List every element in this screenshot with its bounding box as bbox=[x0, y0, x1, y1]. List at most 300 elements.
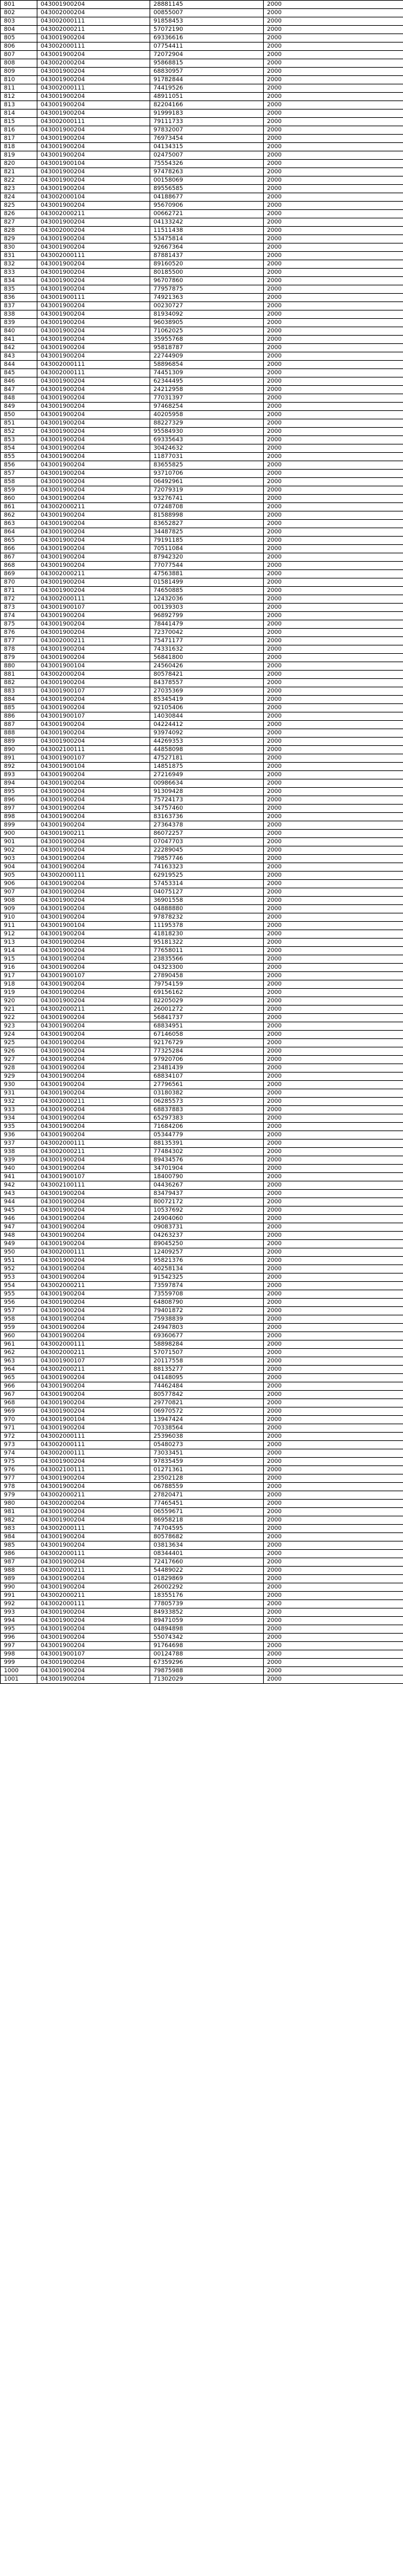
account-code-cell: 043001900204 bbox=[37, 1474, 150, 1483]
table-row bbox=[1, 269, 403, 277]
row-index-cell: 945 bbox=[1, 1207, 37, 1215]
amount-cell: 2000 bbox=[264, 1399, 403, 1407]
row-index-cell: 929 bbox=[1, 1073, 37, 1081]
record-number-cell: 04436267 bbox=[150, 1181, 264, 1190]
record-number-cell: 80185500 bbox=[150, 269, 264, 277]
row-index-cell: 810 bbox=[1, 76, 37, 84]
amount-cell: 2000 bbox=[264, 394, 403, 403]
amount-cell: 2000 bbox=[264, 1, 403, 9]
row-index-cell: 889 bbox=[1, 738, 37, 746]
record-number-cell: 44269353 bbox=[150, 738, 264, 746]
row-index-cell: 932 bbox=[1, 1098, 37, 1106]
amount-cell: 2000 bbox=[264, 880, 403, 888]
account-code-cell: 043002000111 bbox=[37, 361, 150, 369]
row-index-cell: 849 bbox=[1, 403, 37, 411]
row-index-cell: 811 bbox=[1, 84, 37, 93]
record-number-cell: 69156162 bbox=[150, 989, 264, 997]
amount-cell: 2000 bbox=[264, 486, 403, 495]
record-number-cell: 71062025 bbox=[150, 327, 264, 336]
row-index-cell: 980 bbox=[1, 1500, 37, 1508]
row-index-cell: 879 bbox=[1, 654, 37, 662]
table-row bbox=[1, 528, 403, 537]
record-number-cell: 36901558 bbox=[150, 897, 264, 905]
table-row bbox=[1, 1625, 403, 1634]
table-row bbox=[1, 1257, 403, 1265]
account-code-cell: 043002000211 bbox=[37, 1349, 150, 1357]
account-code-cell: 043002000111 bbox=[37, 1140, 150, 1148]
row-index-cell: 946 bbox=[1, 1215, 37, 1223]
table-row bbox=[1, 1240, 403, 1248]
row-index-cell: 906 bbox=[1, 880, 37, 888]
record-number-cell: 23835566 bbox=[150, 955, 264, 964]
row-index-cell: 890 bbox=[1, 746, 37, 754]
account-code-cell: 043001900204 bbox=[37, 813, 150, 821]
account-code-cell: 043001900204 bbox=[37, 1031, 150, 1039]
amount-cell: 2000 bbox=[264, 1533, 403, 1541]
account-code-cell: 043002000104 bbox=[37, 193, 150, 202]
table-row bbox=[1, 428, 403, 436]
record-number-cell: 56841737 bbox=[150, 1014, 264, 1022]
record-number-cell: 85345419 bbox=[150, 696, 264, 704]
account-code-cell: 043001900204 bbox=[37, 93, 150, 101]
account-code-cell: 043002000111 bbox=[37, 1525, 150, 1533]
amount-cell: 2000 bbox=[264, 352, 403, 361]
amount-cell: 2000 bbox=[264, 528, 403, 537]
amount-cell: 2000 bbox=[264, 1550, 403, 1558]
account-code-cell: 043001900204 bbox=[37, 696, 150, 704]
row-index-cell: 965 bbox=[1, 1374, 37, 1382]
amount-cell: 2000 bbox=[264, 1106, 403, 1114]
account-code-cell: 043001900204 bbox=[37, 1081, 150, 1089]
row-index-cell: 817 bbox=[1, 135, 37, 143]
table-row bbox=[1, 1407, 403, 1416]
table-row bbox=[1, 1617, 403, 1625]
record-number-cell: 68837883 bbox=[150, 1106, 264, 1114]
table-row bbox=[1, 185, 403, 193]
account-code-cell: 043001900204 bbox=[37, 1407, 150, 1416]
account-code-cell: 043001900204 bbox=[37, 729, 150, 738]
row-index-cell: 950 bbox=[1, 1248, 37, 1257]
amount-cell: 2000 bbox=[264, 1642, 403, 1650]
amount-cell: 2000 bbox=[264, 1223, 403, 1232]
table-row bbox=[1, 805, 403, 813]
amount-cell: 2000 bbox=[264, 1391, 403, 1399]
row-index-cell: 985 bbox=[1, 1541, 37, 1550]
table-row bbox=[1, 218, 403, 227]
row-index-cell: 982 bbox=[1, 1516, 37, 1525]
table-row bbox=[1, 1466, 403, 1474]
row-index-cell: 918 bbox=[1, 980, 37, 989]
record-number-cell: 72370042 bbox=[150, 629, 264, 637]
record-number-cell: 89160520 bbox=[150, 260, 264, 269]
record-number-cell: 70338564 bbox=[150, 1424, 264, 1433]
account-code-cell: 043001900107 bbox=[37, 687, 150, 696]
amount-cell: 2000 bbox=[264, 980, 403, 989]
account-code-cell: 043001900204 bbox=[37, 1240, 150, 1248]
account-code-cell: 043001900204 bbox=[37, 1307, 150, 1315]
table-row bbox=[1, 202, 403, 210]
record-number-cell: 96038905 bbox=[150, 319, 264, 327]
table-row bbox=[1, 645, 403, 654]
record-number-cell: 07047703 bbox=[150, 838, 264, 846]
row-index-cell: 844 bbox=[1, 361, 37, 369]
amount-cell: 2000 bbox=[264, 1608, 403, 1617]
account-code-cell: 043002100111 bbox=[37, 1181, 150, 1190]
record-number-cell: 97878232 bbox=[150, 913, 264, 922]
row-index-cell: 888 bbox=[1, 729, 37, 738]
table-row bbox=[1, 478, 403, 486]
record-number-cell: 91309428 bbox=[150, 788, 264, 796]
record-number-cell: 88135277 bbox=[150, 1366, 264, 1374]
account-code-cell: 043001900204 bbox=[37, 444, 150, 453]
account-code-cell: 043002000204 bbox=[37, 1500, 150, 1508]
amount-cell: 2000 bbox=[264, 537, 403, 545]
account-code-cell: 043001900204 bbox=[37, 654, 150, 662]
table-row bbox=[1, 1592, 403, 1600]
table-row bbox=[1, 1399, 403, 1407]
amount-cell: 2000 bbox=[264, 1600, 403, 1608]
record-number-cell: 04188677 bbox=[150, 193, 264, 202]
amount-cell: 2000 bbox=[264, 1357, 403, 1366]
account-code-cell: 043002000211 bbox=[37, 570, 150, 578]
row-index-cell: 919 bbox=[1, 989, 37, 997]
record-number-cell: 75471177 bbox=[150, 637, 264, 645]
account-code-cell: 043001900107 bbox=[37, 972, 150, 980]
amount-cell: 2000 bbox=[264, 1424, 403, 1433]
amount-cell: 2000 bbox=[264, 1148, 403, 1156]
account-code-cell: 043001900204 bbox=[37, 436, 150, 444]
record-number-cell: 14851875 bbox=[150, 763, 264, 771]
record-number-cell: 87942320 bbox=[150, 553, 264, 562]
record-number-cell: 18355176 bbox=[150, 1592, 264, 1600]
table-row bbox=[1, 880, 403, 888]
amount-cell: 2000 bbox=[264, 1140, 403, 1148]
account-code-cell: 043002000111 bbox=[37, 369, 150, 377]
record-number-cell: 07754411 bbox=[150, 43, 264, 51]
account-code-cell: 043001900204 bbox=[37, 1324, 150, 1332]
record-number-cell: 14030844 bbox=[150, 712, 264, 721]
account-code-cell: 043001900204 bbox=[37, 478, 150, 486]
account-code-cell: 043002000111 bbox=[37, 1441, 150, 1449]
amount-cell: 2000 bbox=[264, 310, 403, 319]
account-code-cell: 043002000204 bbox=[37, 9, 150, 17]
table-row bbox=[1, 1441, 403, 1449]
row-index-cell: 805 bbox=[1, 34, 37, 43]
amount-cell: 2000 bbox=[264, 1064, 403, 1073]
table-row bbox=[1, 1659, 403, 1667]
table-row bbox=[1, 620, 403, 629]
row-index-cell: 856 bbox=[1, 461, 37, 470]
amount-cell: 2000 bbox=[264, 1114, 403, 1123]
account-code-cell: 043001900104 bbox=[37, 763, 150, 771]
table-row bbox=[1, 1248, 403, 1257]
amount-cell: 2000 bbox=[264, 1491, 403, 1500]
table-row bbox=[1, 227, 403, 235]
row-index-cell: 996 bbox=[1, 1634, 37, 1642]
account-code-cell: 043001900204 bbox=[37, 310, 150, 319]
account-code-cell: 043001900204 bbox=[37, 989, 150, 997]
row-index-cell: 974 bbox=[1, 1449, 37, 1458]
record-number-cell: 93276741 bbox=[150, 495, 264, 503]
table-row bbox=[1, 1533, 403, 1541]
account-code-cell: 043001900204 bbox=[37, 1642, 150, 1650]
table-row bbox=[1, 738, 403, 746]
record-number-cell: 03180382 bbox=[150, 1089, 264, 1098]
record-number-cell: 79111733 bbox=[150, 118, 264, 126]
record-number-cell: 04075127 bbox=[150, 888, 264, 897]
row-index-cell: 964 bbox=[1, 1366, 37, 1374]
amount-cell: 2000 bbox=[264, 872, 403, 880]
account-code-cell: 043001900204 bbox=[37, 1022, 150, 1031]
table-row bbox=[1, 1315, 403, 1324]
amount-cell: 2000 bbox=[264, 645, 403, 654]
table-row bbox=[1, 403, 403, 411]
row-index-cell: 962 bbox=[1, 1349, 37, 1357]
record-number-cell: 02475007 bbox=[150, 151, 264, 160]
row-index-cell: 864 bbox=[1, 528, 37, 537]
table-row bbox=[1, 1600, 403, 1608]
table-row bbox=[1, 93, 403, 101]
amount-cell: 2000 bbox=[264, 1575, 403, 1583]
table-row bbox=[1, 277, 403, 285]
table-row bbox=[1, 1114, 403, 1123]
account-code-cell: 043001900204 bbox=[37, 805, 150, 813]
record-number-cell: 03813634 bbox=[150, 1541, 264, 1550]
account-code-cell: 043001900204 bbox=[37, 838, 150, 846]
row-index-cell: 824 bbox=[1, 193, 37, 202]
record-number-cell: 00230727 bbox=[150, 302, 264, 310]
table-row bbox=[1, 503, 403, 511]
account-code-cell: 043001900204 bbox=[37, 897, 150, 905]
table-row bbox=[1, 1424, 403, 1433]
record-number-cell: 18400790 bbox=[150, 1173, 264, 1181]
table-row bbox=[1, 1173, 403, 1181]
row-index-cell: 863 bbox=[1, 520, 37, 528]
amount-cell: 2000 bbox=[264, 185, 403, 193]
row-index-cell: 911 bbox=[1, 922, 37, 930]
account-code-cell: 043001900204 bbox=[37, 1073, 150, 1081]
amount-cell: 2000 bbox=[264, 143, 403, 151]
row-index-cell: 812 bbox=[1, 93, 37, 101]
account-code-cell: 043002000111 bbox=[37, 1248, 150, 1257]
amount-cell: 2000 bbox=[264, 336, 403, 344]
table-row bbox=[1, 788, 403, 796]
table-row bbox=[1, 1608, 403, 1617]
account-code-cell: 043001900204 bbox=[37, 411, 150, 419]
row-index-cell: 951 bbox=[1, 1257, 37, 1265]
amount-cell: 2000 bbox=[264, 913, 403, 922]
account-code-cell: 043001900204 bbox=[37, 1508, 150, 1516]
record-number-cell: 67359296 bbox=[150, 1659, 264, 1667]
table-row bbox=[1, 453, 403, 461]
table-row bbox=[1, 1483, 403, 1491]
amount-cell: 2000 bbox=[264, 361, 403, 369]
table-row bbox=[1, 1089, 403, 1098]
record-number-cell: 87881437 bbox=[150, 252, 264, 260]
table-row bbox=[1, 1458, 403, 1466]
table-row bbox=[1, 1382, 403, 1391]
amount-cell: 2000 bbox=[264, 478, 403, 486]
record-number-cell: 95821376 bbox=[150, 1257, 264, 1265]
table-row bbox=[1, 1232, 403, 1240]
table-row bbox=[1, 1064, 403, 1073]
row-index-cell: 807 bbox=[1, 51, 37, 59]
table-row bbox=[1, 1667, 403, 1675]
row-index-cell: 922 bbox=[1, 1014, 37, 1022]
row-index-cell: 941 bbox=[1, 1173, 37, 1181]
row-index-cell: 916 bbox=[1, 964, 37, 972]
amount-cell: 2000 bbox=[264, 1625, 403, 1634]
account-code-cell: 043001900204 bbox=[37, 1374, 150, 1382]
amount-cell: 2000 bbox=[264, 302, 403, 310]
table-row bbox=[1, 1508, 403, 1516]
amount-cell: 2000 bbox=[264, 629, 403, 637]
account-code-cell: 043001900204 bbox=[37, 562, 150, 570]
table-row bbox=[1, 587, 403, 595]
row-index-cell: 847 bbox=[1, 386, 37, 394]
amount-cell: 2000 bbox=[264, 511, 403, 520]
account-code-cell: 043001900204 bbox=[37, 1156, 150, 1165]
account-code-cell: 043002000211 bbox=[37, 1282, 150, 1290]
row-index-cell: 989 bbox=[1, 1575, 37, 1583]
amount-cell: 2000 bbox=[264, 637, 403, 645]
amount-cell: 2000 bbox=[264, 553, 403, 562]
amount-cell: 2000 bbox=[264, 746, 403, 754]
record-number-cell: 01581499 bbox=[150, 578, 264, 587]
row-index-cell: 852 bbox=[1, 428, 37, 436]
table-row bbox=[1, 461, 403, 470]
row-index-cell: 972 bbox=[1, 1433, 37, 1441]
row-index-cell: 935 bbox=[1, 1123, 37, 1131]
table-row bbox=[1, 997, 403, 1006]
account-code-cell: 043001900204 bbox=[37, 126, 150, 135]
record-number-cell: 06970572 bbox=[150, 1407, 264, 1416]
record-number-cell: 01271361 bbox=[150, 1466, 264, 1474]
row-index-cell: 806 bbox=[1, 43, 37, 51]
table-row bbox=[1, 964, 403, 972]
record-number-cell: 74163323 bbox=[150, 863, 264, 872]
table-row bbox=[1, 654, 403, 662]
account-code-cell: 043001900204 bbox=[37, 1299, 150, 1307]
record-number-cell: 48911051 bbox=[150, 93, 264, 101]
amount-cell: 2000 bbox=[264, 1483, 403, 1491]
table-row bbox=[1, 570, 403, 578]
account-code-cell: 043001900204 bbox=[37, 620, 150, 629]
record-number-cell: 91858453 bbox=[150, 17, 264, 26]
row-index-cell: 823 bbox=[1, 185, 37, 193]
record-number-cell: 72072904 bbox=[150, 51, 264, 59]
account-code-cell: 043001900204 bbox=[37, 645, 150, 654]
account-code-cell: 043001900204 bbox=[37, 302, 150, 310]
amount-cell: 2000 bbox=[264, 285, 403, 294]
amount-cell: 2000 bbox=[264, 269, 403, 277]
table-row bbox=[1, 696, 403, 704]
amount-cell: 2000 bbox=[264, 1650, 403, 1659]
record-number-cell: 22289045 bbox=[150, 846, 264, 855]
amount-cell: 2000 bbox=[264, 1433, 403, 1441]
record-number-cell: 57453314 bbox=[150, 880, 264, 888]
row-index-cell: 928 bbox=[1, 1064, 37, 1073]
table-row bbox=[1, 729, 403, 738]
row-index-cell: 915 bbox=[1, 955, 37, 964]
table-row bbox=[1, 1148, 403, 1156]
table-row bbox=[1, 285, 403, 294]
table-row bbox=[1, 386, 403, 394]
row-index-cell: 895 bbox=[1, 788, 37, 796]
row-index-cell: 942 bbox=[1, 1181, 37, 1190]
row-index-cell: 991 bbox=[1, 1592, 37, 1600]
amount-cell: 2000 bbox=[264, 838, 403, 846]
row-index-cell: 952 bbox=[1, 1265, 37, 1274]
table-row bbox=[1, 721, 403, 729]
record-number-cell: 68834107 bbox=[150, 1073, 264, 1081]
account-code-cell: 043001900204 bbox=[37, 168, 150, 177]
record-number-cell: 62344495 bbox=[150, 377, 264, 386]
table-row bbox=[1, 294, 403, 302]
amount-cell: 2000 bbox=[264, 260, 403, 269]
account-code-cell: 043001900204 bbox=[37, 151, 150, 160]
table-row bbox=[1, 562, 403, 570]
row-index-cell: 848 bbox=[1, 394, 37, 403]
amount-cell: 2000 bbox=[264, 1056, 403, 1064]
amount-cell: 2000 bbox=[264, 369, 403, 377]
row-index-cell: 804 bbox=[1, 26, 37, 34]
amount-cell: 2000 bbox=[264, 729, 403, 738]
record-number-cell: 00855007 bbox=[150, 9, 264, 17]
table-row bbox=[1, 637, 403, 645]
table-row bbox=[1, 813, 403, 821]
record-number-cell: 97920706 bbox=[150, 1056, 264, 1064]
table-row bbox=[1, 344, 403, 352]
amount-cell: 2000 bbox=[264, 578, 403, 587]
record-number-cell: 04133242 bbox=[150, 218, 264, 227]
record-number-cell: 69336616 bbox=[150, 34, 264, 43]
account-code-cell: 043001900204 bbox=[37, 1131, 150, 1140]
table-row bbox=[1, 771, 403, 779]
table-row bbox=[1, 629, 403, 637]
row-index-cell: 886 bbox=[1, 712, 37, 721]
amount-cell: 2000 bbox=[264, 587, 403, 595]
account-code-cell: 043001900204 bbox=[37, 285, 150, 294]
record-number-cell: 62919525 bbox=[150, 872, 264, 880]
amount-cell: 2000 bbox=[264, 118, 403, 126]
amount-cell: 2000 bbox=[264, 1441, 403, 1449]
record-number-cell: 06285573 bbox=[150, 1098, 264, 1106]
row-index-cell: 937 bbox=[1, 1140, 37, 1148]
amount-cell: 2000 bbox=[264, 1659, 403, 1667]
amount-cell: 2000 bbox=[264, 344, 403, 352]
table-row bbox=[1, 319, 403, 327]
account-code-cell: 043001900107 bbox=[37, 1173, 150, 1181]
table-row bbox=[1, 1416, 403, 1424]
record-number-cell: 27796561 bbox=[150, 1081, 264, 1089]
row-index-cell: 801 bbox=[1, 1, 37, 9]
account-code-cell: 043001900204 bbox=[37, 1190, 150, 1198]
amount-cell: 2000 bbox=[264, 411, 403, 419]
account-code-cell: 043001900204 bbox=[37, 1198, 150, 1207]
row-index-cell: 880 bbox=[1, 662, 37, 671]
account-code-cell: 043002000111 bbox=[37, 1433, 150, 1441]
amount-cell: 2000 bbox=[264, 227, 403, 235]
table-row bbox=[1, 352, 403, 361]
record-number-cell: 00158069 bbox=[150, 177, 264, 185]
record-number-cell: 05480273 bbox=[150, 1441, 264, 1449]
row-index-cell: 836 bbox=[1, 294, 37, 302]
row-index-cell: 878 bbox=[1, 645, 37, 654]
account-code-cell: 043001900204 bbox=[37, 1064, 150, 1073]
amount-cell: 2000 bbox=[264, 989, 403, 997]
amount-cell: 2000 bbox=[264, 1274, 403, 1282]
